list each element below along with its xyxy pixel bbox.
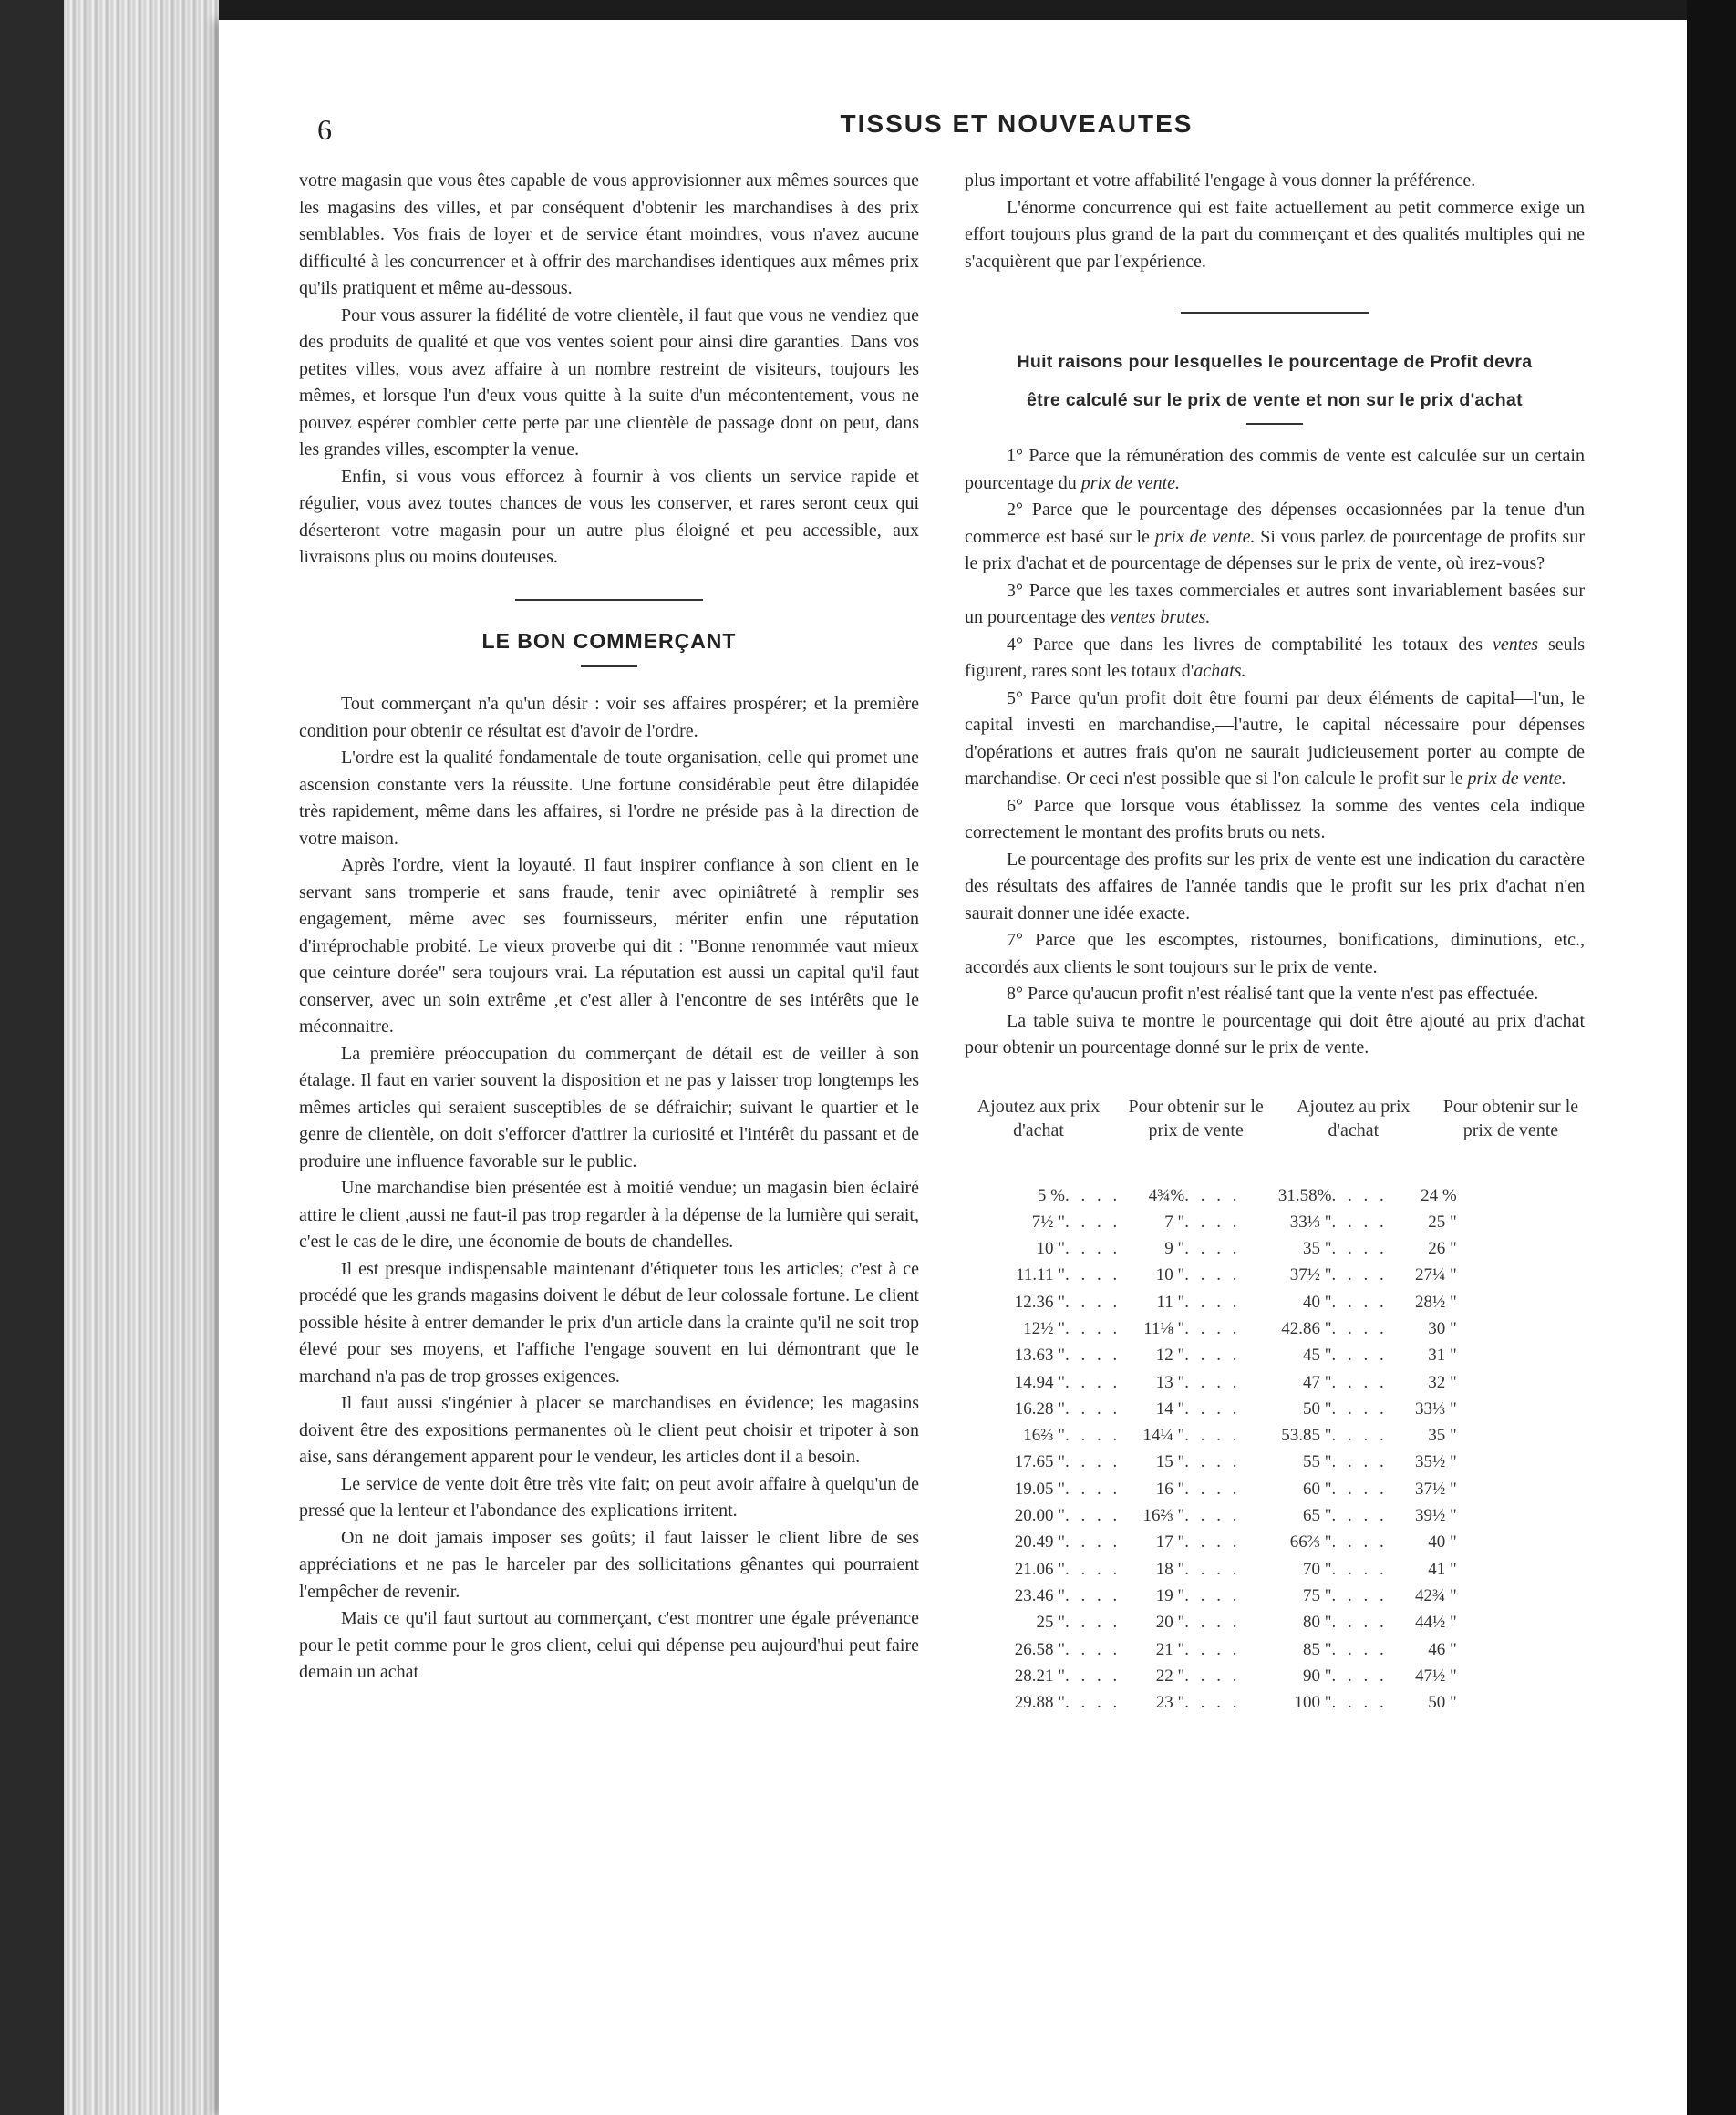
cell-sale-result: 17 " bbox=[1155, 1532, 1185, 1553]
cell-sale-result: 11⅛ " bbox=[1143, 1318, 1185, 1338]
reason-8: 8° Parce qu'aucun profit n'est réalisé tant que la vente n'est pas effectuée. bbox=[1007, 984, 1539, 1004]
cell-sale-result: 24 % bbox=[1421, 1185, 1457, 1205]
table-row bbox=[983, 1636, 1457, 1663]
paragraph: La première préoccupation du commerçant de détail est de veiller à son étalage. Il faut en varier souvent la disposition et ne pas y laisser trop longtemps les mêmes articles qui seraient susceptibles de se défraichir; suivant le quartier et le genre de clientèle, on doit s'efforcer d'attirer la curiosité et l'intérêt du passant et de produire une influence favorable sur le public. bbox=[299, 1043, 919, 1171]
leader-dots: . . . . bbox=[1184, 1559, 1241, 1579]
leader-dots: . . . . bbox=[1184, 1185, 1241, 1205]
cell-sale-result: 16 " bbox=[1155, 1479, 1185, 1499]
cell-purchase-add: 60 " bbox=[1302, 1479, 1332, 1499]
leader-dots: . . . . bbox=[1184, 1532, 1241, 1553]
leader-dots: . . . . bbox=[1065, 1613, 1121, 1633]
paragraph: Tout commerçant n'a qu'un désir : voir ses affaires prospérer; et la première condition pour obtenir ce résultat est d'avoir de l'ordre. bbox=[299, 694, 919, 741]
leader-dots: . . . . bbox=[1065, 1212, 1121, 1232]
reason-4: 4° Parce que dans les livres de comptabilité les totaux des ventes seuls figurent, rares sont les totaux d'achats. bbox=[965, 634, 1585, 681]
leader-dots: . . . . bbox=[1184, 1426, 1241, 1446]
leader-dots: . . . . bbox=[1331, 1613, 1388, 1633]
cell-sale-result: 27¼ " bbox=[1414, 1265, 1457, 1285]
cell-purchase-add: 90 " bbox=[1302, 1666, 1332, 1686]
cell-purchase-add: 7½ " bbox=[1031, 1212, 1065, 1232]
cell-purchase-add: 20.00 " bbox=[1014, 1506, 1065, 1526]
cell-sale-result: 31 " bbox=[1428, 1346, 1457, 1366]
leader-dots: . . . . bbox=[1065, 1426, 1121, 1446]
cell-purchase-add: 16.28 " bbox=[1014, 1398, 1065, 1419]
cell-sale-result: 21 " bbox=[1155, 1639, 1185, 1659]
leader-dots: . . . . bbox=[1065, 1639, 1121, 1659]
cell-sale-result: 30 " bbox=[1428, 1318, 1457, 1338]
table-row bbox=[983, 1289, 1457, 1315]
cell-purchase-add: 55 " bbox=[1302, 1452, 1332, 1472]
leader-dots: . . . . bbox=[1331, 1479, 1388, 1499]
table-row bbox=[983, 1449, 1457, 1475]
cell-sale-result: 10 " bbox=[1155, 1265, 1185, 1285]
cell-purchase-add: 25 " bbox=[1036, 1613, 1065, 1633]
cell-sale-result: 44½ " bbox=[1414, 1613, 1457, 1633]
cell-purchase-add: 17.65 " bbox=[1014, 1452, 1065, 1472]
cell-sale-result: 15 " bbox=[1155, 1452, 1185, 1472]
cell-sale-result: 11 " bbox=[1156, 1292, 1185, 1312]
reason-2: 2° Parce que le pourcentage des dépenses occasionnées par la tenue d'un commerce est basé sur le prix de vente. Si vous parlez de pourcentage de profits sur le prix d'achat et de pourcentage de dépenses sur le prix de vente, où irez-vous? bbox=[965, 500, 1585, 573]
leader-dots: . . . . bbox=[1331, 1318, 1388, 1338]
cell-purchase-add: 28.21 " bbox=[1014, 1666, 1065, 1686]
paragraph: Il faut aussi s'ingénier à placer se marchandises en évidence; les magasins doivent être des expositions permanentes où le client peut choisir et tripoter à son aise, sans dérangement apparent pour le vendeur, les articles dont il a besoin. bbox=[299, 1393, 919, 1467]
cell-purchase-add: 35 " bbox=[1302, 1239, 1332, 1259]
cell-purchase-add: 16⅔ " bbox=[1023, 1426, 1065, 1446]
right-column bbox=[965, 168, 1585, 1716]
leader-dots: . . . . bbox=[1331, 1346, 1388, 1366]
leader-dots: . . . . bbox=[1184, 1693, 1241, 1713]
paragraph: Enfin, si vous vous efforcez à fournir à vos clients un service rapide et régulier, vous avez toutes chances de vous les conserver, et rares seront ceux qui déserteront votre magasin pour un autre plus éloigné et peu accessible, aux livraisons plus ou moins douteuses. bbox=[299, 466, 919, 567]
table-row bbox=[983, 1342, 1457, 1368]
cell-purchase-add: 11.11 " bbox=[1016, 1265, 1065, 1285]
cell-purchase-add: 47 " bbox=[1302, 1372, 1332, 1392]
table-row bbox=[983, 1422, 1457, 1449]
table-header-cell: Pour obtenir sur le prix de vente bbox=[1128, 1096, 1264, 1140]
leader-dots: . . . . bbox=[1331, 1239, 1388, 1259]
leader-dots: . . . . bbox=[1065, 1532, 1121, 1553]
leader-dots: . . . . bbox=[1331, 1185, 1388, 1205]
paragraph: Mais ce qu'il faut surtout au commerçant, c'est montrer une égale prévenance pour le petit comme pour le gros client, celui qui dépense peu aujourd'hui peut faire demain un achat bbox=[299, 1608, 919, 1682]
leader-dots: . . . . bbox=[1065, 1346, 1121, 1366]
cell-sale-result: 16⅔ " bbox=[1142, 1506, 1185, 1526]
cell-sale-result: 12 " bbox=[1155, 1346, 1185, 1366]
table-row bbox=[983, 1396, 1457, 1422]
table-header-cell: Ajoutez au prix d'achat bbox=[1297, 1096, 1410, 1140]
table-header-cell: Ajoutez aux prix d'achat bbox=[976, 1096, 1100, 1140]
reason-5: 5° Parce qu'un profit doit être fourni par deux éléments de capital—l'un, le capital investi en marchandise,—l'autre, le capital nécessaire pour dépenses d'opérations et autres frais qu'on ne saurait judicieusement porter au compte de marchandise. Or ceci n'est possible que si l'on calcule le profit sur le prix de vente. bbox=[965, 687, 1585, 789]
cell-purchase-add: 20.49 " bbox=[1014, 1532, 1065, 1553]
table-row bbox=[983, 1502, 1457, 1529]
cell-purchase-add: 37½ " bbox=[1289, 1265, 1332, 1285]
cell-sale-result: 25 " bbox=[1428, 1212, 1457, 1232]
leader-dots: . . . . bbox=[1065, 1265, 1121, 1285]
leader-dots: . . . . bbox=[1065, 1693, 1121, 1713]
leader-dots: . . . . bbox=[1331, 1372, 1388, 1392]
table-row bbox=[983, 1476, 1457, 1502]
table-row bbox=[983, 1529, 1457, 1555]
cell-sale-result: 7 " bbox=[1164, 1212, 1185, 1232]
leader-dots: . . . . bbox=[1065, 1372, 1121, 1392]
book-spine-shadow bbox=[0, 0, 64, 2115]
leader-dots: . . . . bbox=[1331, 1506, 1388, 1526]
leader-dots: . . . . bbox=[1184, 1212, 1241, 1232]
cell-sale-result: 13 " bbox=[1155, 1372, 1185, 1392]
leader-dots: . . . . bbox=[1184, 1506, 1241, 1526]
percentage-table bbox=[983, 1182, 1457, 1717]
cell-purchase-add: 13.63 " bbox=[1014, 1346, 1065, 1366]
leader-dots: . . . . bbox=[1184, 1452, 1241, 1472]
leader-dots: . . . . bbox=[1184, 1479, 1241, 1499]
cell-purchase-add: 40 " bbox=[1302, 1292, 1332, 1312]
table-row bbox=[983, 1663, 1457, 1689]
cell-sale-result: 9 " bbox=[1164, 1239, 1185, 1259]
reason-7: 7° Parce que les escomptes, ristournes, bonifications, diminutions, etc., accordés aux clients le sont toujours sur le prix de vente. bbox=[965, 930, 1585, 977]
leader-dots: . . . . bbox=[1065, 1185, 1121, 1205]
cell-purchase-add: 19.05 " bbox=[1014, 1479, 1065, 1499]
leader-dots: . . . . bbox=[1184, 1398, 1241, 1419]
leader-dots: . . . . bbox=[1331, 1265, 1388, 1285]
cell-sale-result: 47½ " bbox=[1414, 1666, 1457, 1686]
cell-sale-result: 50 " bbox=[1428, 1693, 1457, 1713]
leader-dots: . . . . bbox=[1331, 1212, 1388, 1232]
table-row bbox=[983, 1182, 1457, 1209]
leader-dots: . . . . bbox=[1184, 1239, 1241, 1259]
subsection-title-line-1: Huit raisons pour lesquelles le pourcentage de Profit devra bbox=[1017, 352, 1533, 372]
paragraph: On ne doit jamais imposer ses goûts; il faut laisser le client libre de ses appréciations et ne pas le harceler par des sollicitations gênantes qui pourraient l'empêcher de revenir. bbox=[299, 1527, 919, 1602]
cell-purchase-add: 21.06 " bbox=[1014, 1559, 1065, 1579]
leader-dots: . . . . bbox=[1184, 1318, 1241, 1338]
table-row bbox=[983, 1209, 1457, 1235]
paragraph: Une marchandise bien présentée est à moitié vendue; un magasin bien éclairé attire le client ,aussi ne faut-il pas trop regarder à la dépense de la lumière qui serait, c'est le cas de le dire, une économie de bouts de chandelles. bbox=[299, 1178, 919, 1252]
page-number: 6 bbox=[317, 113, 332, 146]
running-title: TISSUS ET NOUVEAUTES bbox=[840, 109, 1194, 138]
section-title: LE BON COMMERÇANT bbox=[481, 628, 737, 653]
page-header bbox=[219, 93, 1687, 146]
document-page bbox=[219, 20, 1687, 2115]
cell-purchase-add: 85 " bbox=[1302, 1639, 1332, 1659]
leader-dots: . . . . bbox=[1184, 1666, 1241, 1686]
leader-dots: . . . . bbox=[1331, 1452, 1388, 1472]
paragraph: Il est presque indispensable maintenant d'étiqueter tous les articles; c'est à ce procédé que les grands magasins doivent le début de leur colossale fortune. Le client possible hésite à entrer demander le prix d'un article dans la crainte qu'il ne soit trop élevé pour ses moyens, et l'affiche l'engage souvent en lui démontrant que le marchand n'a pas de trop grosses exigences. bbox=[299, 1258, 919, 1387]
paragraph: Le service de vente doit être très vite fait; on peut avoir affaire à quelqu'un de pressé que la lenteur et l'abondance des explications irritent. bbox=[299, 1473, 919, 1521]
cell-purchase-add: 33⅓ " bbox=[1289, 1212, 1332, 1232]
leader-dots: . . . . bbox=[1065, 1318, 1121, 1338]
table-row bbox=[983, 1235, 1457, 1262]
leader-dots: . . . . bbox=[1184, 1613, 1241, 1633]
leader-dots: . . . . bbox=[1065, 1398, 1121, 1419]
cell-purchase-add: 10 " bbox=[1036, 1239, 1065, 1259]
cell-sale-result: 46 " bbox=[1428, 1639, 1457, 1659]
cell-sale-result: 26 " bbox=[1428, 1239, 1457, 1259]
cell-sale-result: 35 " bbox=[1428, 1426, 1457, 1446]
cell-purchase-add: 5 % bbox=[1037, 1185, 1065, 1205]
cell-purchase-add: 80 " bbox=[1302, 1613, 1332, 1633]
leader-dots: . . . . bbox=[1184, 1585, 1241, 1605]
cell-purchase-add: 31.58% bbox=[1277, 1185, 1332, 1205]
table-header bbox=[965, 1095, 1585, 1142]
table-header-cell: Pour obtenir sur le prix de vente bbox=[1442, 1096, 1579, 1140]
leader-dots: . . . . bbox=[1065, 1506, 1121, 1526]
leader-dots: . . . . bbox=[1065, 1559, 1121, 1579]
leader-dots: . . . . bbox=[1331, 1398, 1388, 1419]
leader-dots: . . . . bbox=[1065, 1479, 1121, 1499]
scan-background bbox=[1687, 0, 1736, 2115]
paragraph: plus important et votre affabilité l'engage à vous donner la préférence. bbox=[965, 170, 1476, 191]
cell-purchase-add: 12.36 " bbox=[1014, 1292, 1065, 1312]
cell-sale-result: 37½ " bbox=[1414, 1479, 1457, 1499]
table-row bbox=[983, 1315, 1457, 1342]
cell-purchase-add: 70 " bbox=[1302, 1559, 1332, 1579]
cell-purchase-add: 50 " bbox=[1302, 1398, 1332, 1419]
table-row bbox=[983, 1556, 1457, 1583]
leader-dots: . . . . bbox=[1331, 1693, 1388, 1713]
leader-dots: . . . . bbox=[1065, 1666, 1121, 1686]
table-row bbox=[983, 1369, 1457, 1396]
leader-dots: . . . . bbox=[1331, 1426, 1388, 1446]
cell-sale-result: 28½ " bbox=[1414, 1292, 1457, 1312]
cell-sale-result: 39½ " bbox=[1414, 1506, 1457, 1526]
cell-sale-result: 42¾ " bbox=[1414, 1585, 1457, 1605]
leader-dots: . . . . bbox=[1184, 1372, 1241, 1392]
leader-dots: . . . . bbox=[1065, 1452, 1121, 1472]
cell-sale-result: 33⅓ " bbox=[1414, 1398, 1457, 1419]
paragraph: votre magasin que vous êtes capable de vous approvisionner aux mêmes sources que les magasins des villes, et par conséquent d'obtenir les marchandises à des prix semblables. Vos frais de loyer et de service étant moindres, vous n'avez aucune difficulté à les concurrencer et à offrir des marchandises identiques aux mêmes prix qu'ils pratiquent et même au-dessous. bbox=[299, 170, 919, 298]
leader-dots: . . . . bbox=[1065, 1292, 1121, 1312]
cell-sale-result: 41 " bbox=[1428, 1559, 1457, 1579]
leader-dots: . . . . bbox=[1331, 1666, 1388, 1686]
paragraph: Après l'ordre, vient la loyauté. Il faut inspirer confiance à son client en le servant sans tromperie et sans fraude, tenir avec opiniâtreté à remplir ses engagement, même avec ses fournisseurs, mériter enfin une réputation d'irréprochable probité. Le vieux proverbe qui dit : "Bonne renommée vaut mieux que ceinture dorée" sera toujours vrai. La réputation est aussi un capital qu'il faut conserver, avec un soin extrême ,et c'est aller à l'encontre de ses intérêts que le méconnaitre. bbox=[299, 855, 919, 1037]
cell-purchase-add: 65 " bbox=[1302, 1506, 1332, 1526]
cell-sale-result: 14¼ " bbox=[1142, 1426, 1185, 1446]
cell-purchase-add: 53.85 " bbox=[1281, 1426, 1332, 1446]
cell-sale-result: 32 " bbox=[1428, 1372, 1457, 1392]
leader-dots: . . . . bbox=[1184, 1292, 1241, 1312]
cell-purchase-add: 23.46 " bbox=[1014, 1585, 1065, 1605]
reason-6: 6° Parce que lorsque vous établissez la somme des ventes cela indique correctement le montant des profits bruts ou nets. bbox=[965, 795, 1585, 842]
leader-dots: . . . . bbox=[1184, 1346, 1241, 1366]
table-row bbox=[983, 1609, 1457, 1635]
table-row bbox=[983, 1262, 1457, 1288]
leader-dots: . . . . bbox=[1331, 1292, 1388, 1312]
leader-dots: . . . . bbox=[1065, 1585, 1121, 1605]
cell-sale-result: 18 " bbox=[1155, 1559, 1185, 1579]
reason-3: 3° Parce que les taxes commerciales et autres sont invariablement basées sur un pourcentage des ventes brutes. bbox=[965, 580, 1585, 627]
paragraph: Pour vous assurer la fidélité de votre clientèle, il faut que vous ne vendiez que des produits de qualité et que vos ventes soient pour ainsi dire garanties. Dans vos petites villes, vous avez affaire à un nombre restreint de visiteurs, toujours les mêmes, et lorsque l'un d'eux vous quitte à la suite d'un mécontentement, vous ne pouvez espérer combler cette perte par une clientèle de passage dont on peut, dans les grandes villes, escompter la venue. bbox=[299, 304, 919, 459]
cell-sale-result: 40 " bbox=[1428, 1532, 1457, 1553]
paragraph: Le pourcentage des profits sur les prix de vente est une indication du caractère des résultats des affaires de l'année tandis que le profit sur les prix d'achat n'en saurait donner une idée exacte. bbox=[965, 849, 1585, 923]
leader-dots: . . . . bbox=[1331, 1532, 1388, 1553]
cell-sale-result: 19 " bbox=[1155, 1585, 1185, 1605]
paragraph: L'énorme concurrence qui est faite actuellement au petit commerce exige un effort toujours plus grand de la part du commerçant et des qualités multiples qui ne s'acquièrent que par l'expérience. bbox=[965, 197, 1585, 272]
cell-purchase-add: 100 " bbox=[1294, 1693, 1332, 1713]
leader-dots: . . . . bbox=[1184, 1639, 1241, 1659]
table-intro: La table suiva te montre le pourcentage qui doit être ajouté au prix d'achat pour obtenir un pourcentage donné sur le prix de vente. bbox=[965, 1010, 1585, 1058]
cell-purchase-add: 14.94 " bbox=[1014, 1372, 1065, 1392]
subsection-title-line-2: être calculé sur le prix de vente et non sur le prix d'achat bbox=[1027, 390, 1523, 410]
leader-dots: . . . . bbox=[1331, 1585, 1388, 1605]
cell-sale-result: 22 " bbox=[1155, 1666, 1185, 1686]
cell-purchase-add: 12½ " bbox=[1023, 1318, 1065, 1338]
leader-dots: . . . . bbox=[1065, 1239, 1121, 1259]
paragraph: L'ordre est la qualité fondamentale de toute organisation, celle qui promet une ascension constante vers la réussite. Une fortune considérable peut être dilapidée très rapidement, même dans les affaires, si l'ordre ne préside pas à la direction de votre maison. bbox=[299, 748, 919, 849]
cell-purchase-add: 75 " bbox=[1302, 1585, 1332, 1605]
table-row bbox=[983, 1583, 1457, 1609]
cell-purchase-add: 66⅔ " bbox=[1289, 1532, 1332, 1553]
cell-sale-result: 4¾% bbox=[1148, 1185, 1185, 1205]
cell-sale-result: 35½ " bbox=[1414, 1452, 1457, 1472]
cell-sale-result: 20 " bbox=[1155, 1613, 1185, 1633]
cell-sale-result: 14 " bbox=[1155, 1398, 1185, 1419]
cell-purchase-add: 42.86 " bbox=[1281, 1318, 1332, 1338]
cell-sale-result: 23 " bbox=[1155, 1693, 1185, 1713]
left-column bbox=[299, 168, 919, 1687]
leader-dots: . . . . bbox=[1331, 1559, 1388, 1579]
cell-purchase-add: 29.88 " bbox=[1014, 1693, 1065, 1713]
leader-dots: . . . . bbox=[1184, 1265, 1241, 1285]
reason-1: 1° Parce que la rémunération des commis de vente est calculée sur un certain pourcentage du prix de vente. bbox=[965, 446, 1585, 493]
cell-purchase-add: 45 " bbox=[1302, 1346, 1332, 1366]
table-row bbox=[983, 1689, 1457, 1716]
cell-purchase-add: 26.58 " bbox=[1014, 1639, 1065, 1659]
leader-dots: . . . . bbox=[1331, 1639, 1388, 1659]
